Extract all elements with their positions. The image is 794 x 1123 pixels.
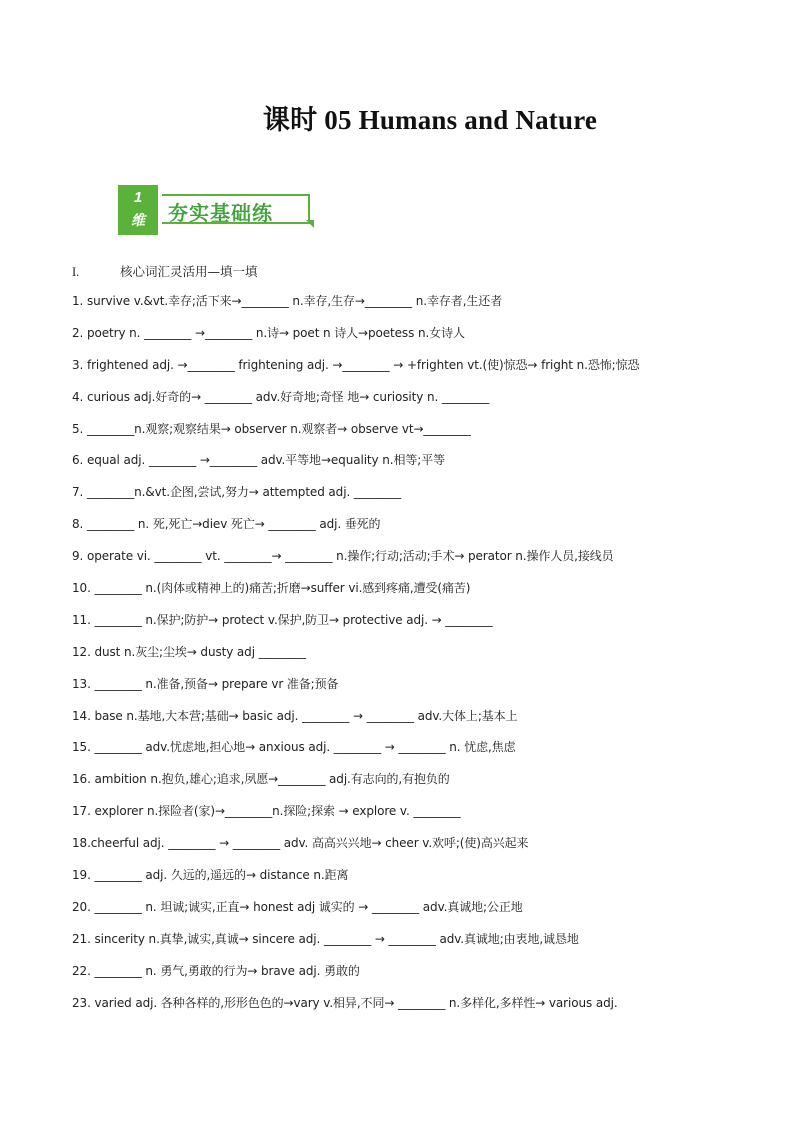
exercise-item: 8. ________ n. 死,死亡→diev 死亡→ ________ adj. 垂死的 [72, 517, 381, 532]
section-number: I. [72, 265, 80, 279]
section-title: 核心词汇灵活用—填一填 [119, 264, 258, 279]
section-heading [72, 262, 258, 280]
exercise-item: 9. operate vi. ________ vt. ________→ ________ n.操作;行动;活动;手术→ perator n.操作人员,接线员 [72, 549, 614, 564]
ribbon-tail-icon [306, 220, 314, 228]
exercise-item: 7. ________n.&vt.企图,尝试,努力→ attempted adj. ________ [72, 485, 402, 500]
exercise-item: 19. ________ adj. 久远的,遥远的→ distance n.距离 [72, 868, 349, 883]
exercise-item: 22. ________ n. 勇气,勇敢的行为→ brave adj. 勇敢的 [72, 963, 360, 978]
banner-ribbon [162, 194, 310, 224]
exercise-list [72, 292, 772, 1025]
section-banner [118, 185, 313, 235]
exercise-item: 11. ________ n.保护;防护→ protect v.保护,防卫→ protective adj. → ________ [72, 612, 493, 627]
exercise-item: 21. sincerity n.真挚,诚实,真诚→ sincere adj. ________ → ________ adv.真诚地;由衷地,诚恳地 [72, 931, 579, 946]
badge-word: 维 [131, 212, 145, 228]
exercise-item: 12. dust n.灰尘;尘埃→ dusty adj ________ [72, 644, 306, 659]
exercise-item: 17. explorer n.探险者(家)→________n.探险;探索 → explore v. ________ [72, 804, 461, 819]
exercise-item: 4. curious adj.好奇的→ ________ adv.好奇地;奇怪 地→ curiosity n. ________ [72, 389, 490, 404]
exercise-item: 15. ________ adv.忧虑地,担心地→ anxious adj. ________ → ________ n. 忧虑,焦虑 [72, 740, 516, 755]
exercise-item: 10. ________ n.(肉体或精神上的)痛苦;折磨→suffer vi.感到疼痛,遭受(痛苦) [72, 581, 471, 596]
exercise-item: 16. ambition n.抱负,雄心;追求,夙愿→________ adj.有志向的,有抱负的 [72, 772, 450, 787]
exercise-item: 3. frightened adj. →________ frightening adj. →________ → +frighten vt.(使)惊恐→ fright n.恐怖;惊恐 [72, 357, 640, 372]
exercise-item: 1. survive v.&vt.幸存;活下来→________ n.幸存,生存→________ n.幸存者,生还者 [72, 294, 503, 308]
exercise-item: 18.cheerful adj. ________ → ________ adv. 高高兴兴地→ cheer v.欢呼;(使)高兴起来 [72, 836, 529, 851]
exercise-item: 14. base n.基地,大本营;基础→ basic adj. ________ → ________ adv.大体上;基本上 [72, 708, 518, 723]
exercise-item: 20. ________ n. 坦诚;诚实,正直→ honest adj 诚实的 → ________ adv.真诚地;公正地 [72, 899, 523, 914]
badge-number: 1 [133, 189, 143, 206]
page-title: 课时 05 Humans and Nature [262, 105, 598, 135]
exercise-item: 6. equal adj. ________ →________ adv.平等地→equality n.相等;平等 [72, 453, 446, 468]
exercise-item: 13. ________ n.准备,预备→ prepare vr 准备;预备 [72, 676, 339, 691]
level-badge [118, 185, 158, 235]
exercise-item: 23. varied adj. 各种各样的,形形色色的→vary v.相异,不同→ ________ n.多样化,多样性→ various adj. [72, 995, 618, 1010]
exercise-item: 2. poetry n. ________ →________ n.诗→ poet n 诗人→poetess n.女诗人 [72, 325, 465, 340]
banner-label: 夯实基础练 [168, 201, 273, 225]
exercise-item: 5. ________n.观察;观察结果→ observer n.观察者→ observe vt→________ [72, 421, 471, 436]
